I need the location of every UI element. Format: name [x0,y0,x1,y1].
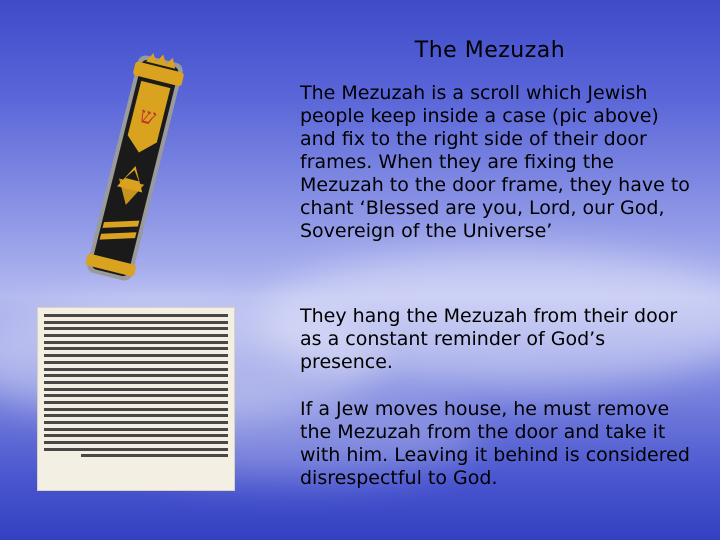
slide-title: The Mezuzah [414,38,566,63]
paragraph-moving-house: If a Jew moves house, he must remove the Mezuzah from the door and take it with him. Leaving it behind is considered disrespectful to God. [300,398,690,489]
paragraph-reminder: They hang the Mezuzah from their door as a constant reminder of God’s presence. [300,305,678,373]
paragraph-what-is-mezuzah: The Mezuzah is a scroll which Jewish people keep inside a case (pic above) and fix to the right side of their door frames. When they are fixing the Mezuzah to the door frame, they have to chant ‘Blessed are you, Lord, our God, Sovereign of the Universe’ [300,82,690,242]
mezuzah-case-image [80,48,190,288]
mezuzah-scroll-image [38,308,234,490]
svg-text:ש: ש [137,103,159,132]
